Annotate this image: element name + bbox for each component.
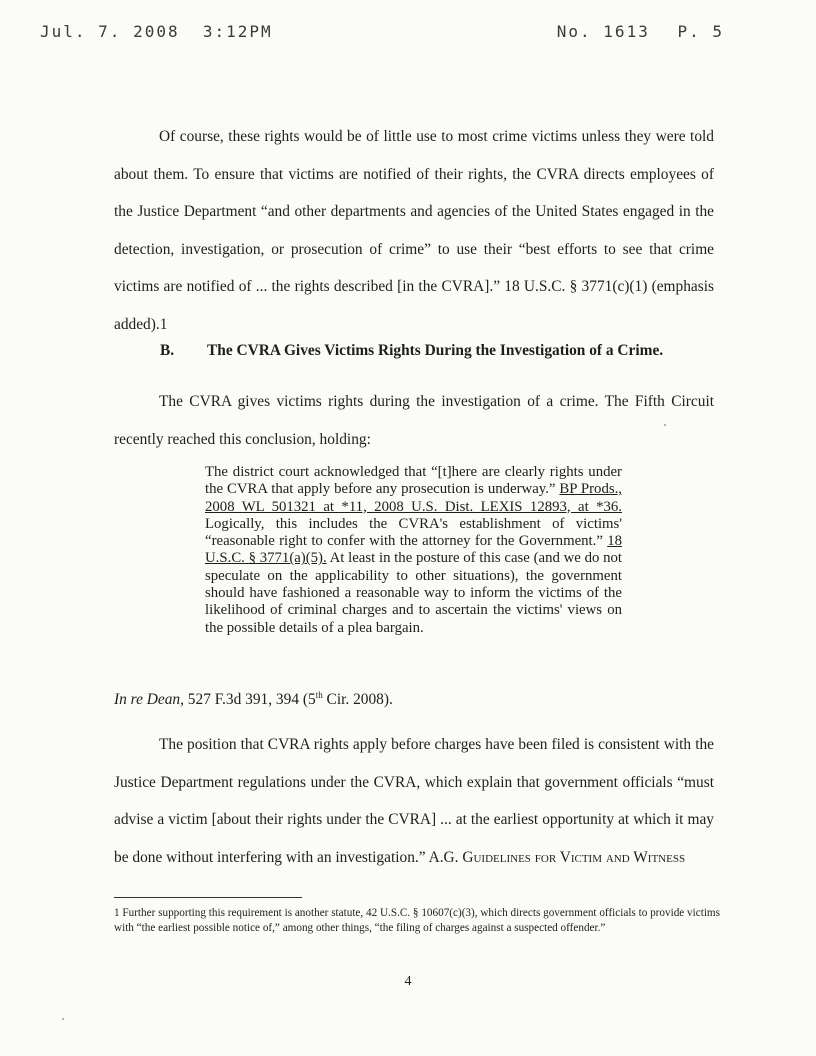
case-superscript: th: [315, 689, 323, 700]
case-citation: [114, 689, 714, 711]
footnote-text: Further supporting this requirement is another statute, 42 U.S.C. § 10607(c)(3), which directs government officials to provide victims with “the earliest possible notice of,” among other things, “the filing of charges against a suspected offender.”: [114, 907, 720, 934]
section-heading: [160, 340, 720, 362]
quote-part-1: The district court acknowledged that “[t]here are clearly rights under the CVRA that apply before any prosecution is underway.”: [205, 464, 622, 498]
footnote-divider: [114, 897, 302, 898]
quote-citation-usc: 18 U.S.C. § 3771(a)(5).: [205, 533, 622, 567]
paragraph-fifth-circuit-text: The CVRA gives victims rights during the investigation of a crime. The Fifth Circuit recently reached this conclusion, holding:: [114, 393, 714, 448]
fax-page-info: [541, 22, 724, 41]
paragraph-rights-notification: [114, 118, 714, 343]
footnote: [114, 906, 720, 936]
section-title: The CVRA Gives Victims Rights During the Investigation of a Crime.: [207, 342, 664, 359]
fax-timestamp: [40, 22, 273, 41]
case-name: In re Dean,: [114, 691, 184, 708]
fax-time: 3:12PM: [202, 22, 273, 41]
guidelines-title: Guidelines for Victim and Witness: [462, 848, 686, 866]
fax-header: [40, 22, 724, 46]
quote-part-3: At least in the posture of this case (and we do not speculate on the applicability to other situations), the government should have fashioned a reasonable way to inform the victims of the likelihood of criminal charges and to ascertain the victims' views on the possible details of a plea bargain.: [205, 550, 622, 636]
footnote-reference: 1: [159, 315, 168, 333]
block-quote: [205, 464, 622, 637]
case-reporter: 527 F.3d 391, 394 (5: [183, 691, 316, 708]
scan-speck: [664, 424, 666, 426]
paragraph-regulations: [114, 726, 714, 876]
paragraph-rights-text: Of course, these rights would be of little use to most crime victims unless they were told about them. To ensure that victims are notified of their rights, the CVRA directs employees of the Justice Department “and other departments and agencies of the United States engaged in the detection, investigation, or prosecution of crime” to use their “best efforts to see that crime victims are notified of ... the rights described [in the CVRA].” 18 U.S.C. § 3771(c)(1) (emphasis added).: [114, 128, 714, 333]
quote-citation-bp-prods: BP Prods., 2008 WL 501321 at *11, 2008 U.S. Dist. LEXIS 12893, at *36.: [205, 481, 623, 515]
paragraph-fifth-circuit: [114, 383, 714, 458]
scan-speck: [62, 1018, 64, 1020]
footnote-number: 1: [114, 907, 120, 919]
quote-part-2: Logically, this includes the CVRA's establishment of victims' “reasonable right to confer with the attorney for the Government.”: [205, 515, 622, 550]
paragraph-regulations-text: The position that CVRA rights apply before charges have been filed is consistent with the Justice Department regulations under the CVRA, which explain that government officials “must advise a victim [about their rights under the CVRA] ... at the earliest opportunity at which it may be done without interfering with an investigation.” A.G.: [114, 736, 714, 866]
case-court-year: Cir. 2008).: [322, 691, 393, 708]
fax-page: P. 5: [677, 22, 724, 41]
fax-date: Jul. 7. 2008: [40, 22, 180, 41]
section-letter: B.: [160, 342, 175, 359]
page-number: 4: [404, 974, 412, 989]
fax-number: No. 1613: [556, 22, 650, 41]
